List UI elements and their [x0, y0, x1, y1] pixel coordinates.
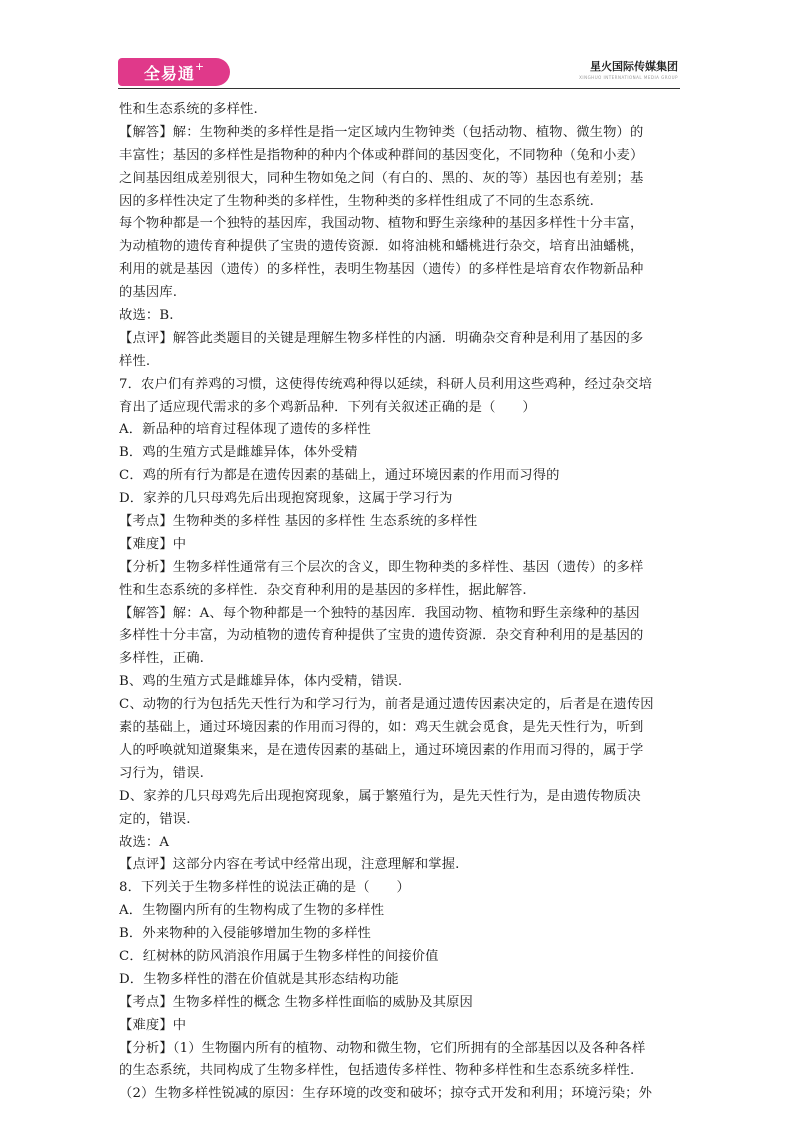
text-line: 的生态系统，共同构成了生物多样性，包括遗传多样性、物种多样性和生态系统多样性.	[119, 1063, 635, 1079]
document-body	[119, 99, 685, 1106]
publisher-name-english: XINGHUO INTERNATIONAL MEDIA GROUP	[579, 75, 678, 80]
text-line: 因的多样性决定了生物种类的多样性，生物种类的多样性组成了不同的生态系统.	[119, 193, 595, 209]
text-line: 素的基础上，通过环境因素的作用而习得的，如：鸡天生就会觅食，是先天性行为，听到	[119, 720, 644, 736]
text-line: 【分析】生物多样性通常有三个层次的含义，即生物种类的多样性、基因（遗传）的多样	[119, 559, 644, 575]
text-line: 【难度】中	[119, 1017, 187, 1033]
logo-plus: +	[194, 59, 205, 73]
logo-text: 全易通	[143, 63, 195, 83]
text-line: 每个物种都是一个独特的基因库，我国动物、植物和野生亲缘种的基因多样性十分丰富，	[119, 216, 644, 232]
text-line: 样性.	[119, 353, 151, 369]
text-line: 为动植物的遗传育种提供了宝贵的遗传资源．如将油桃和蟠桃进行杂交，培育出油蟠桃，	[119, 239, 644, 255]
text-line: 【难度】中	[119, 536, 187, 552]
text-line: 性和生态系统的多样性．杂交育种利用的是基因的多样性，据此解答.	[119, 582, 527, 598]
text-line: 定的，错误.	[119, 811, 191, 827]
text-line: 【点评】这部分内容在考试中经常出现，注意理解和掌握.	[119, 857, 460, 873]
text-line: 【考点】生物多样性的概念 生物多样性面临的威胁及其原因	[119, 994, 473, 1010]
text-line: C．鸡的所有行为都是在遗传因素的基础上，通过环境因素的作用而习得的	[119, 468, 560, 484]
text-line: 人的呼唤就知道聚集来，是在遗传因素的基础上，通过环境因素的作用而习得的，属于学	[119, 742, 644, 758]
text-line: 【解答】解：A、每个物种都是一个独特的基因库．我国动物、植物和野生亲缘种的基因	[119, 605, 640, 621]
text-line: （2）生物多样性锐减的原因：生存环境的改变和破坏；掠夺式开发和利用；环境污染；外	[119, 1086, 653, 1102]
publisher-block	[579, 58, 678, 80]
text-line: C、动物的行为包括先天性行为和学习行为，前者是通过遗传因素决定的，后者是在遗传因	[119, 697, 654, 713]
text-line: D．家养的几只母鸡先后出现抱窝现象，这属于学习行为	[119, 491, 453, 507]
text-line: B、鸡的生殖方式是雌雄异体，体内受精，错误.	[119, 674, 403, 690]
text-line: 故选：B.	[119, 308, 174, 324]
text-line: 性和生态系统的多样性.	[119, 102, 258, 117]
text-line: B．外来物种的入侵能够增加生物的多样性	[119, 926, 371, 942]
text-line: C．红树林的防风消浪作用属于生物多样性的间接价值	[119, 948, 439, 964]
text-line: 习行为，错误.	[119, 765, 205, 781]
text-line: 【解答】解：生物种类的多样性是指一定区域内生物钟类（包括动物、植物、微生物）的	[119, 124, 644, 140]
page-header	[118, 54, 678, 90]
header-rule	[118, 88, 680, 89]
text-line: 之间基因组成差别很大，同种生物如兔之间（有白的、黑的、灰的等）基因也有差别；基	[119, 170, 644, 186]
text-line: 7．农户们有养鸡的习惯，这使得传统鸡种得以延续，科研人员利用这些鸡种，经过杂交培	[119, 376, 653, 392]
text-line: 8．下列关于生物多样性的说法正确的是（ ）	[119, 880, 410, 896]
text-line: 育出了适应现代需求的多个鸡新品种．下列有关叙述正确的是（ ）	[119, 399, 536, 415]
text-line: D．生物多样性的潜在价值就是其形态结构功能	[119, 971, 399, 987]
text-line: A．新品种的培育过程体现了遗传的多样性	[119, 422, 371, 438]
text-line: 故选：A	[119, 834, 170, 850]
text-line: 多样性，正确.	[119, 651, 205, 667]
text-line: A．生物圈内所有的生物构成了生物的多样性	[119, 903, 385, 919]
brand-logo	[118, 58, 230, 86]
text-line: 【点评】解答此类题目的关键是理解生物多样性的内涵．明确杂交育种是利用了基因的多	[119, 330, 644, 346]
text-line: 的基因库.	[119, 285, 178, 301]
text-line: 【考点】生物种类的多样性 基因的多样性 生态系统的多样性	[119, 514, 478, 530]
text-line: 丰富性；基因的多样性是指物种的种内个体或种群间的基因变化，不同物种（兔和小麦）	[119, 147, 644, 163]
text-line: 【分析】（1）生物圈内所有的植物、动物和微生物，它们所拥有的全部基因以及各种各样	[119, 1040, 646, 1056]
text-line: 利用的就是基因（遗传）的多样性，表明生物基因（遗传）的多样性是培育农作物新品种	[119, 262, 644, 278]
text-line: 多样性十分丰富，为动植物的遗传育种提供了宝贵的遗传资源．杂交育种利用的是基因的	[119, 628, 644, 644]
publisher-name: 星火国际传媒集团	[590, 60, 678, 73]
text-line: B．鸡的生殖方式是雌雄异体，体外受精	[119, 445, 358, 461]
text-line: D、家养的几只母鸡先后出现抱窝现象，属于繁殖行为，是先天性行为，是由遗传物质决	[119, 788, 641, 804]
